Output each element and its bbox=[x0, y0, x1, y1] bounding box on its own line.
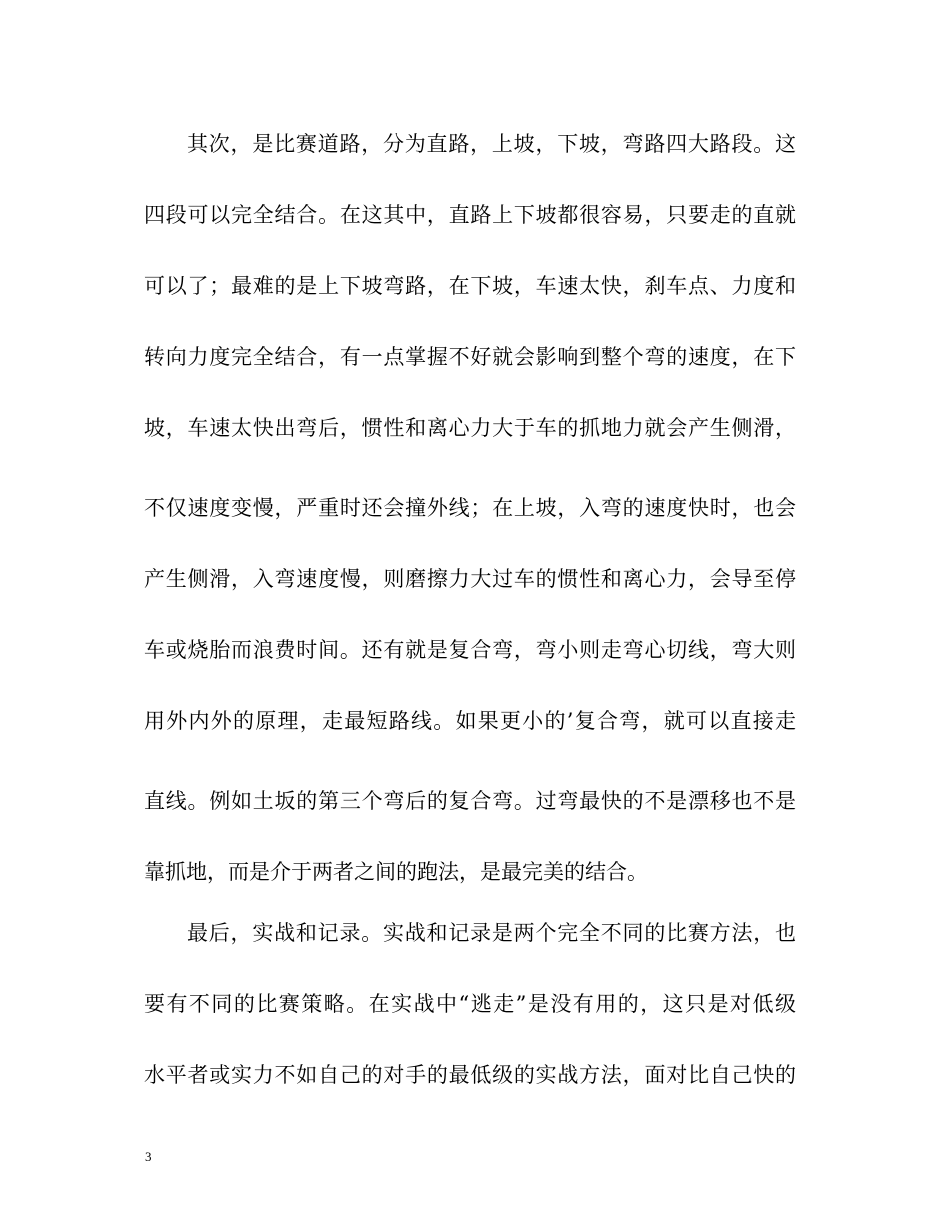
paragraph-line: 四段可以完全结合。在这其中，直路上下坡都很容易，只要走的直就 bbox=[144, 203, 796, 227]
paragraph-line: 直线。例如土坂的第三个弯后的复合弯。过弯最快的不是漂移也不是 bbox=[144, 789, 796, 813]
paragraph-line: 其次，是比赛道路，分为直路，上坡，下坡，弯路四大路段。这 bbox=[187, 132, 796, 156]
paragraph-line: 靠抓地，而是介于两者之间的跑法，是最完美的结合。 bbox=[144, 860, 648, 884]
paragraph-line: 水平者或实力不如自己的对手的最低级的实战方法，面对比自己快的 bbox=[144, 1063, 796, 1087]
paragraph-line: 要有不同的比赛策略。在实战中“逃走”是没有用的，这只是对低级 bbox=[144, 992, 796, 1016]
paragraph-line: 坡，车速太快出弯后，惯性和离心力大于车的抓地力就会产生侧滑， bbox=[144, 416, 796, 440]
paragraph-line: 不仅速度变慢，严重时还会撞外线；在上坡，入弯的速度快时，也会 bbox=[144, 496, 796, 520]
paragraph-line: 用外内外的原理，走最短路线。如果更小的’复合弯，就可以直接走 bbox=[144, 709, 796, 733]
paragraph-line: 车或烧胎而浪费时间。还有就是复合弯，弯小则走弯心切线，弯大则 bbox=[144, 638, 796, 662]
page-number: 3 bbox=[145, 1149, 152, 1164]
paragraph-line: 最后，实战和记录。实战和记录是两个完全不同的比赛方法，也 bbox=[187, 921, 796, 945]
paragraph-line: 转向力度完全结合，有一点掌握不好就会影响到整个弯的速度，在下 bbox=[144, 345, 796, 369]
paragraph-line: 可以了；最难的是上下坡弯路，在下坡，车速太快，刹车点、力度和 bbox=[144, 274, 796, 298]
paragraph-line: 产生侧滑，入弯速度慢，则磨擦力大过车的惯性和离心力，会导至停 bbox=[144, 567, 796, 591]
